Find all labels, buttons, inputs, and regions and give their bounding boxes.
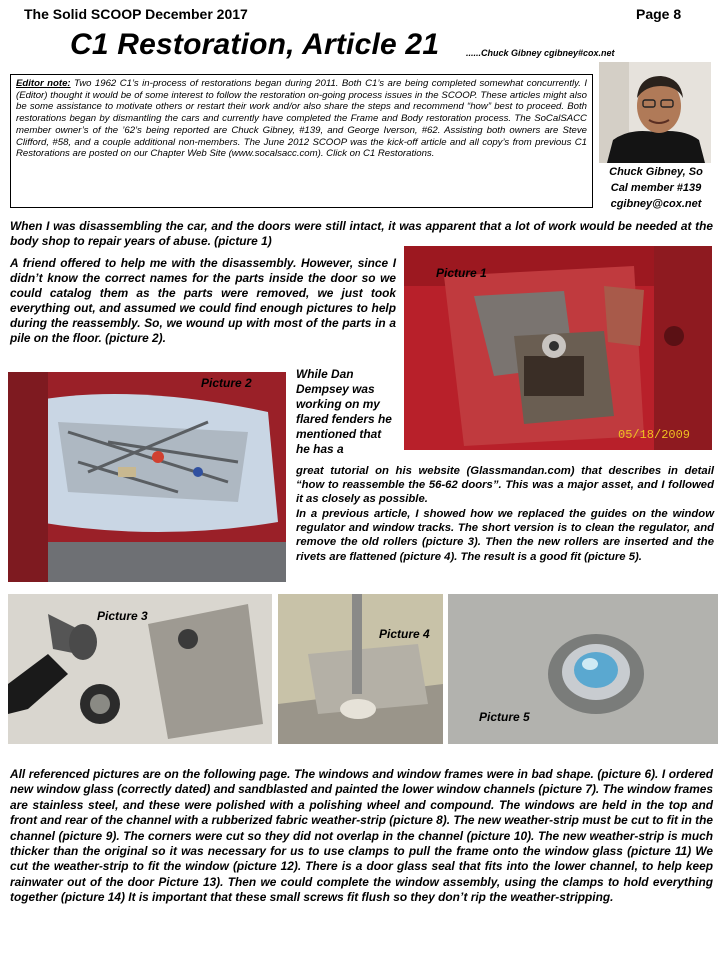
paragraph-disassembly: A friend offered to help me with the disassembly. However, since I didn’t know the correct names for the parts inside the door so we could catalog them as the parts were removed, we just took everything out, and assumed we could find enough pictures to help during the reassembly. So, we wound up with most of the parts in a pile on the floor. (picture 2). [10,256,396,345]
picture-1-label: Picture 1 [436,266,487,280]
paragraph-dempsey-start: While Dan Dempsey was working on my flared fenders he mentioned that he has a [296,367,392,456]
article-title: C1 Restoration, Article 21 [70,28,440,61]
picture-4-label: Picture 4 [379,627,430,641]
editor-note-box [10,74,593,208]
author-caption [599,164,713,212]
picture-2-label: Picture 2 [201,376,252,390]
picture-3-label: Picture 3 [97,609,148,623]
editor-note-label: Editor note: [16,78,71,89]
picture-1-date-stamp: 05/18/2009 [618,428,691,442]
author-photo [599,62,711,163]
editor-note-text: Two 1962 C1’s in-process of restorations began during 2011. Both C1’s are being completed somewhat concurrently. I (Editor) thought it would be of some interest to follow the restoration on-going process issues in the SCOOP. These articles might also be some assistance to motivate others or restart their work and/or also share the steps and recommend “how” best to proceed. Both restorations began by dismantling the cars and currently have completed the Frame and Body restoration process. The SoCalSACC member owner’s of the ’62’s being reported are Chuck Gibney, #139, and George Iverson, #62. Assisting both owners are Steve Clifford, #58, and a couple additional non-members. The June 2012 SCOOP was the kick-off article and all copy’s from previous C1 Restorations are posted on our Chapter Web Site (www.socalsacc.com). Click on C1 Restorations. [16,78,587,160]
paragraph-dempsey-tutorial: great tutorial on his website (Glassmandan.com) that describes in detail “how to reassemble the 56-62 doors”. This was a major asset, and I followed it as closely as possible. [296,465,714,506]
picture-2-parts-pile [8,372,286,582]
paragraph-intro: When I was disassembling the car, and the doors were still intact, it was apparent that a lot of work would be needed at the body shop to repair years of abuse. (picture 1) [10,219,713,248]
author-caption-name: Chuck Gibney, So [609,166,703,178]
author-caption-email: cgibney@cox.net [610,198,702,210]
author-caption-member: Cal member #139 [610,182,702,194]
picture-4-flattened-rivets [278,594,443,744]
page-number: Page 8 [636,6,682,22]
picture-5-label: Picture 5 [479,710,530,724]
newsletter-title: The Solid SCOOP December 2017 [24,6,248,22]
paragraph-window-regulator: In a previous article, I showed how we replaced the guides on the window regulator and window tracks. The short version is to clean the regulator, and remove the old rollers (picture 3). Then the new rollers are inserted and the rivets are flattened (picture 4). The result is a good fit (picture 5). [296,508,714,563]
paragraph-windows: All referenced pictures are on the following page. The windows and window frames were in bad shape. (picture 6). I ordered new window glass (correctly dated) and sandblasted and painted the lower window channels (picture 7). The window frames are stainless steel, and these were polished with a polishing wheel and compound. The windows are held in the top and front and rear of the channel with a rubberized fabric weather-strip (picture 8). The new weather-strip must be cut to fit in the channel (picture 9). The corners were cut so they did not overlap in the channel (picture 10). The new weather-strip is much thicker than the original so it was necessary for us to use clamps to pull the frame onto the window glass (picture 11) We cut the weather-strip to fit the window (picture 12). There is a door glass seal that fits into the lower channel, to help keep rainwater out of the door Picture 13). Then we could complete the window assembly, using the clamps to hold everything together (picture 14) It is important that these small screws fit flush so they don’t rip the weather-stripping. [10,767,713,905]
byline: ......Chuck Gibney cgibney#cox.net [466,48,615,58]
